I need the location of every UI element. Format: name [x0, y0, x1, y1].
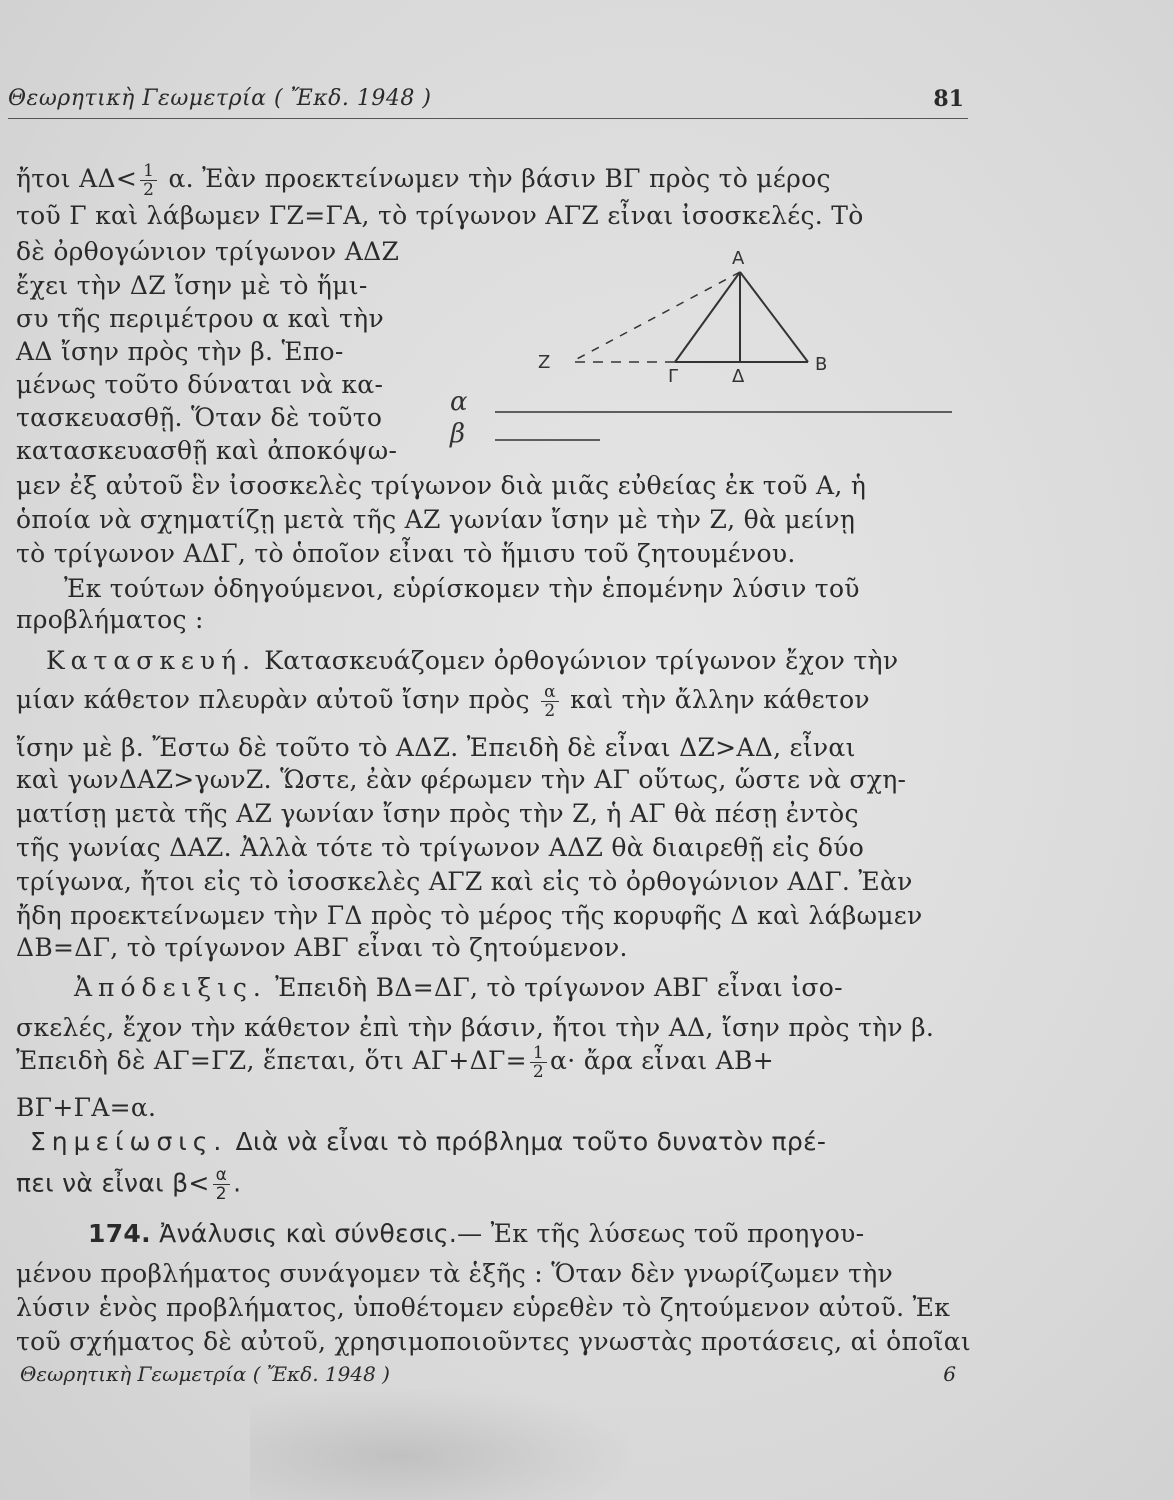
text-line: ἤτοι ΑΔ< $\frac{1}{2}$ α. Ἐὰν προεκτείνωμεν τὴν βάσιν ΒΓ πρὸς τὸ μέρος — [16, 161, 831, 200]
text-line: τοῦ Γ καὶ λάβωμεν ΓΖ=ΓΑ, τὸ τρίγωνον ΑΓΖ εἶναι ἰσοσκελές. Τὸ — [16, 201, 864, 230]
text-line: λύσιν ἑνὸς προβλήματος, ὑποθέτομεν εὑρεθὲν τὸ ζητούμενον αὐτοῦ. Ἐκ — [16, 1293, 951, 1322]
paper-stain — [250, 1390, 630, 1500]
text-line: Ἀπόδειξις. Ἐπειδὴ ΒΔ=ΔΓ, τὸ τρίγωνον ΑΒΓ εἶναι ἰσο- — [74, 973, 843, 1002]
text-line: κατασκευασθῇ καὶ ἀποκόψω- — [16, 436, 398, 465]
text-line: τοῦ σχήματος δὲ αὐτοῦ, χρησιμοποιοῦντες γνωστὰς προτάσεις, αἱ ὁποῖαι — [16, 1327, 972, 1356]
text-line: τασκευασθῇ. Ὅταν δὲ τοῦτο — [16, 403, 383, 432]
text-line: ΑΔ ἴσην πρὸς τὴν β. Ἑπο- — [16, 337, 344, 366]
text-line: ὁποία νὰ σχηματίζῃ μετὰ τῆς ΑΖ γωνίαν ἴσην μὲ τὴν Ζ, θὰ μείνῃ — [16, 505, 856, 534]
signature-mark: 6 — [943, 1362, 956, 1386]
construction-label: Κατασκευή. — [46, 646, 257, 675]
header-rule — [8, 118, 968, 119]
text-line: τρίγωνα, ἤτοι εἰς τὸ ἰσοσκελὲς ΑΓΖ καὶ εἰς τὸ ὀρθογώνιον ΑΔΓ. Ἐὰν — [16, 867, 913, 896]
text-line: Ἐπειδὴ δὲ ΑΓ=ΓΖ, ἕπεται, ὅτι ΑΓ+ΔΓ= $\frac{1}{2}$ α· ἄρα εἶναι ΑΒ+ — [16, 1043, 774, 1082]
fraction: $\frac{1}{2}$ — [140, 162, 157, 199]
label-a: α — [450, 387, 468, 417]
section-heading: 174. Ἀνάλυσις καὶ σύνθεσις.— Ἐκ τῆς λύσεως τοῦ προηγου- — [88, 1219, 865, 1248]
text-line: Ἐκ τούτων ὁδηγούμενοι, εὑρίσκομεν τὴν ἑπομένην λύσιν τοῦ — [64, 574, 860, 603]
label-B: Β — [815, 354, 828, 375]
text-line: σκελές, ἔχον τὴν κάθετον ἐπὶ τὴν βάσιν, ἤτοι τὴν ΑΔ, ἴσην πρὸς τὴν β. — [16, 1013, 935, 1042]
side-AG — [675, 272, 740, 362]
text-line: ΒΓ+ΓΑ=α. — [16, 1093, 157, 1122]
text-line: μεν ἐξ αὐτοῦ ἓν ἰσοσκελὲς τρίγωνον διὰ μιᾶς εὐθείας ἐκ τοῦ Α, ἡ — [16, 471, 867, 500]
section-number: 174. — [88, 1219, 151, 1248]
label-D: Δ — [732, 366, 745, 387]
text-line: μίαν κάθετον πλευρὰν αὐτοῦ ἴσην πρὸς $\frac{\alpha}{2}$ καὶ τὴν ἄλλην κάθετον — [16, 682, 870, 721]
label-Z: Ζ — [538, 352, 551, 373]
text-line: προβλήματος : — [16, 605, 204, 634]
text-line: ΔΒ=ΔΓ, τὸ τρίγωνον ΑΒΓ εἶναι τὸ ζητούμενον. — [16, 933, 628, 962]
triangle-figure — [440, 232, 970, 452]
text-line: μένως τοῦτο δύναται νὰ κα- — [16, 370, 384, 399]
text-line: ἴσην μὲ β. Ἔστω δὲ τοῦτο τὸ ΑΔΖ. Ἐπειδὴ δὲ εἶναι ΔΖ>ΑΔ, εἶναι — [16, 733, 856, 762]
text-line: Κατασκευή. Κατασκευάζομεν ὀρθογώνιον τρίγωνον ἔχον τὴν — [46, 646, 899, 675]
proof-label: Ἀπόδειξις. — [74, 973, 267, 1002]
text-line: δὲ ὀρθογώνιον τρίγωνον ΑΔΖ — [16, 237, 400, 266]
label-G: Γ — [668, 366, 679, 387]
text-line: συ τῆς περιμέτρου α καὶ τὴν — [16, 304, 384, 333]
triangle-diagram — [440, 232, 970, 452]
text-line: τὸ τρίγωνον ΑΔΓ, τὸ ὁποῖον εἶναι τὸ ἥμισυ τοῦ ζητουμένου. — [16, 539, 796, 568]
page-number: 81 — [933, 86, 964, 112]
fraction: $\frac{1}{2}$ — [530, 1044, 547, 1081]
text-line: ἤδη προεκτείνωμεν τὴν ΓΔ πρὸς τὸ μέρος τῆς κορυφῆς Δ καὶ λάβωμεν — [16, 901, 923, 930]
dashed-AZ — [575, 272, 740, 360]
note-label: Σημείωσις. — [30, 1127, 228, 1156]
page-footer — [20, 1362, 960, 1390]
text-line: ἔχει τὴν ΔΖ ἴσην μὲ τὸ ἥμι- — [16, 271, 368, 300]
running-header — [8, 86, 968, 116]
text-line: καὶ γωνΔΑΖ>γωνΖ. Ὥστε, ἐὰν φέρωμεν τὴν ΑΓ οὕτως, ὥστε νὰ σχη- — [16, 765, 907, 794]
text-line: Σημείωσις. Διὰ νὰ εἶναι τὸ πρόβλημα τοῦτο δυνατὸν πρέ- — [30, 1127, 827, 1156]
text-line: πει νὰ εἶναι β< $\frac{\alpha}{2}$ . — [16, 1165, 242, 1204]
header-title: Θεωρητικὴ Γεωμετρία ( Ἔκδ. 1948 ) — [8, 86, 432, 111]
text-line: τῆς γωνίας ΔΑΖ. Ἀλλὰ τότε τὸ τρίγωνον ΑΔΖ θὰ διαιρεθῇ εἰς δύο — [16, 833, 865, 862]
label-b: β — [450, 419, 466, 449]
fraction: $\frac{\alpha}{2}$ — [213, 1166, 231, 1203]
label-A: Α — [732, 248, 745, 269]
text-line: μένου προβλήματος συνάγομεν τὰ ἑξῆς : Ὅταν δὲν γνωρίζωμεν τὴν — [16, 1259, 894, 1288]
side-AB — [740, 272, 808, 362]
text-line: ματίσῃ μετὰ τῆς ΑΖ γωνίαν ἴσην πρὸς τὴν Ζ, ἡ ΑΓ θὰ πέσῃ ἐντὸς — [16, 799, 859, 828]
fraction: $\frac{\alpha}{2}$ — [541, 683, 559, 720]
section-title: Ἀνάλυσις καὶ σύνθεσις. — [150, 1219, 458, 1248]
footer-title: Θεωρητικὴ Γεωμετρία ( Ἔκδ. 1948 ) — [20, 1362, 390, 1386]
